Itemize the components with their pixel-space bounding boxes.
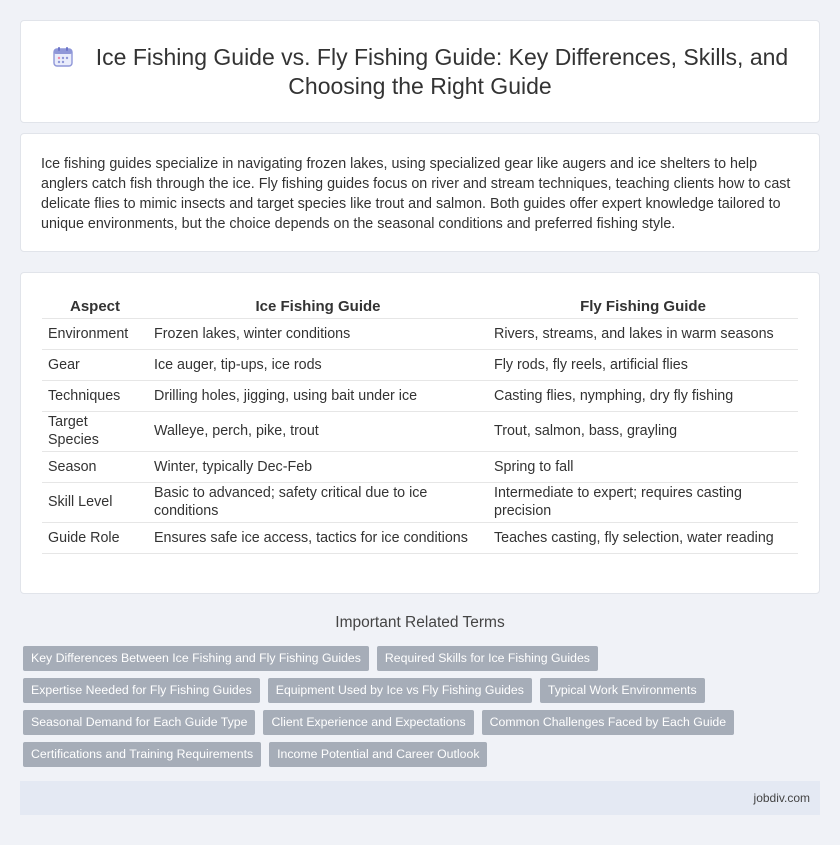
related-term-tag[interactable]: Client Experience and Expectations — [263, 710, 473, 735]
related-term-tag[interactable]: Expertise Needed for Fly Fishing Guides — [23, 678, 260, 703]
header-ice-fishing-guide: Ice Fishing Guide — [148, 294, 488, 318]
related-term-tag[interactable]: Income Potential and Career Outlook — [269, 742, 487, 767]
row-aspect: Techniques — [42, 380, 148, 411]
page-title-wrap — [21, 43, 819, 101]
related-term-tag[interactable]: Typical Work Environments — [540, 678, 705, 703]
related-term-tag[interactable]: Common Challenges Faced by Each Guide — [482, 710, 735, 735]
related-term-tag[interactable]: Required Skills for Ice Fishing Guides — [377, 646, 598, 671]
related-term-tag[interactable]: Certifications and Training Requirements — [23, 742, 261, 767]
intro-card — [20, 133, 820, 252]
row-ice-value: Walleye, perch, pike, trout — [148, 411, 488, 451]
row-ice-value: Ice auger, tip-ups, ice rods — [148, 349, 488, 380]
header-fly-fishing-guide: Fly Fishing Guide — [488, 294, 798, 318]
table-header-row — [42, 294, 798, 318]
header-aspect: Aspect — [42, 294, 148, 318]
row-aspect: Guide Role — [42, 522, 148, 553]
row-aspect: Gear — [42, 349, 148, 380]
row-aspect: Skill Level — [42, 482, 148, 522]
table-row — [42, 451, 798, 482]
table-row — [42, 380, 798, 411]
related-term-tag[interactable]: Seasonal Demand for Each Guide Type — [23, 710, 255, 735]
related-term-tag[interactable]: Equipment Used by Ice vs Fly Fishing Guides — [268, 678, 532, 703]
comparison-card — [20, 272, 820, 594]
row-ice-value: Ensures safe ice access, tactics for ice conditions — [148, 522, 488, 553]
footer — [20, 781, 820, 815]
row-fly-value: Intermediate to expert; requires casting precision — [488, 482, 798, 522]
row-fly-value: Spring to fall — [488, 451, 798, 482]
table-row — [42, 318, 798, 349]
row-fly-value: Casting flies, nymphing, dry fly fishing — [488, 380, 798, 411]
related-terms-heading: Important Related Terms — [335, 614, 505, 631]
row-aspect: Season — [42, 451, 148, 482]
row-ice-value: Winter, typically Dec-Feb — [148, 451, 488, 482]
comparison-table — [42, 294, 798, 554]
related-term-tag[interactable]: Key Differences Between Ice Fishing and Fly Fishing Guides — [23, 646, 369, 671]
row-fly-value: Rivers, streams, and lakes in warm seasons — [488, 318, 798, 349]
row-fly-value: Trout, salmon, bass, grayling — [488, 411, 798, 451]
related-terms-list — [23, 646, 813, 774]
table-row — [42, 482, 798, 522]
row-aspect: Target Species — [42, 411, 148, 451]
calendar-icon — [52, 46, 74, 68]
row-ice-value: Drilling holes, jigging, using bait under ice — [148, 380, 488, 411]
footer-site-link[interactable]: jobdiv.com — [753, 791, 810, 805]
row-ice-value: Frozen lakes, winter conditions — [148, 318, 488, 349]
table-row — [42, 411, 798, 451]
row-aspect: Environment — [42, 318, 148, 349]
row-fly-value: Fly rods, fly reels, artificial flies — [488, 349, 798, 380]
table-row — [42, 522, 798, 553]
row-ice-value: Basic to advanced; safety critical due to ice conditions — [148, 482, 488, 522]
page-title: Ice Fishing Guide vs. Fly Fishing Guide: Key Differences, Skills, and Choosing the Right Guide — [95, 44, 789, 99]
intro-text: Ice fishing guides specialize in navigating frozen lakes, using specialized gear like augers and ice shelters to help anglers catch fish through the ice. Fly fishing guides focus on river and stream techniques, teaching clients how to cast delicate flies to mimic insects and target species like trout and salmon. Both guides offer expert knowledge tailored to unique environments, but the choice depends on the seasonal conditions and preferred fishing style. — [41, 156, 791, 232]
table-row — [42, 349, 798, 380]
header-card — [20, 20, 820, 123]
row-fly-value: Teaches casting, fly selection, water reading — [488, 522, 798, 553]
